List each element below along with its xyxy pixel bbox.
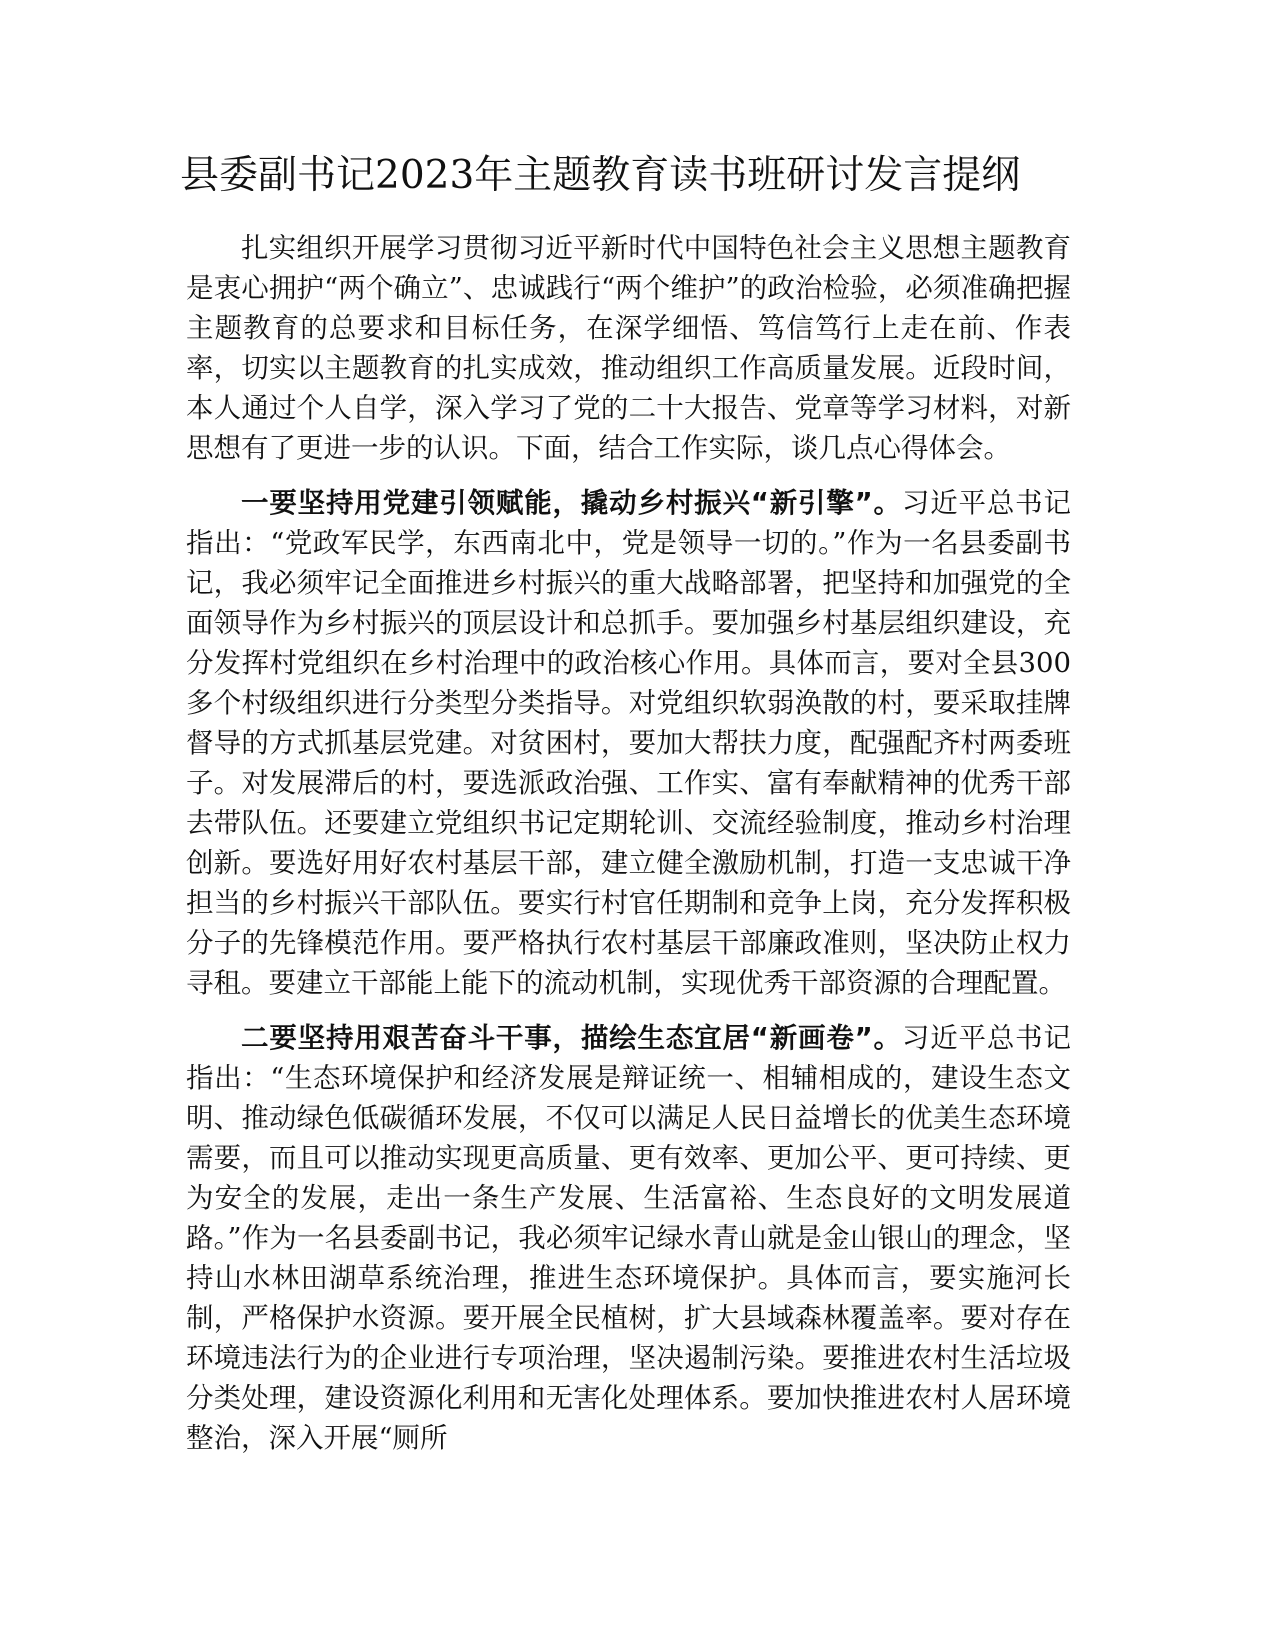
section-paragraph-2 [186,1018,1071,1458]
section-lead-2: 二要坚持用艰苦奋斗干事，描绘生态宜居“新画卷”。 [241,1022,902,1054]
section-text-2: 习近平总书记指出：“生态环境保护和经济发展是辩证统一、相辅相成的，建设生态文明、推动绿色低碳循环发展，不仅可以满足人民日益增长的优美生态环境需要，而且可以推动实现更高质量、更有效率、更加公平、更可持续、更为安全的发展，走出一条生产发展、生活富裕、生态良好的文明发展道路。”作为一名县委副书记，我必须牢记绿水青山就是金山银山的理念，坚持山水林田湖草系统治理，推进生态环境保护。具体而言，要实施河长制，严格保护水资源。要开展全民植树，扩大县域森林覆盖率。要对存在环境违法行为的企业进行专项治理，坚决遏制污染。要推进农村生活垃圾分类处理，建设资源化利用和无害化处理体系。要加快推进农村人居环境整治，深入开展“厕所 [186,1022,1072,1454]
section-lead-1: 一要坚持用党建引领赋能，撬动乡村振兴“新引擎”。 [241,487,902,519]
document-body [186,228,1071,1473]
section-paragraph-1 [186,483,1071,1003]
section-text-1: 习近平总书记指出：“党政军民学，东西南北中，党是领导一切的。”作为一名县委副书记，我必须牢记全面推进乡村振兴的重大战略部署，把坚持和加强党的全面领导作为乡村振兴的顶层设计和总抓手。要加强乡村基层组织建设，充分发挥村党组织在乡村治理中的政治核心作用。具体而言，要对全县300多个村级组织进行分类型分类指导。对党组织软弱涣散的村，要采取挂牌督导的方式抓基层党建。对贫困村，要加大帮扶力度，配强配齐村两委班子。对发展滞后的村，要选派政治强、工作实、富有奉献精神的优秀干部去带队伍。还要建立党组织书记定期轮训、交流经验制度，推动乡村治理创新。要选好用好农村基层干部，建立健全激励机制，打造一支忠诚干净担当的乡村振兴干部队伍。要实行村官任期制和竞争上岗，充分发挥积极分子的先锋模范作用。要严格执行农村基层干部廉政准则，坚决防止权力寻租。要建立干部能上能下的流动机制，实现优秀干部资源的合理配置。 [186,487,1072,999]
intro-paragraph: 扎实组织开展学习贯彻习近平新时代中国特色社会主义思想主题教育是衷心拥护“两个确立”、忠诚践行“两个维护”的政治检验，必须准确把握主题教育的总要求和目标任务，在深学细悟、笃信笃行上走在前、作表率，切实以主题教育的扎实成效，推动组织工作高质量发展。近段时间，本人通过个人自学，深入学习了党的二十大报告、党章等学习材料，对新思想有了更进一步的认识。下面，结合工作实际，谈几点心得体会。 [186,232,1071,464]
document-title: 县委副书记2023年主题教育读书班研讨发言提纲 [180,153,1021,198]
